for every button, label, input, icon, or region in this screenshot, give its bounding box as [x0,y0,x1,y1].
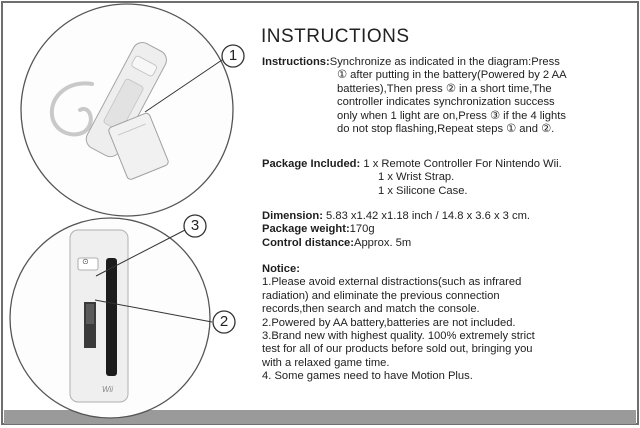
page-title: INSTRUCTIONS [261,26,410,47]
control-distance-label: Control distance: [262,236,354,249]
package-section [262,158,562,198]
notice-line: test for all of our products before sold out, bringing you [262,343,533,356]
notice-line: with a relaxed game time. [262,356,390,369]
notice-line: 2.Powered by AA battery,batteries are not included. [262,316,516,329]
package-label: Package Included: [262,158,361,170]
dimension-value: 5.83 x1.42 x1.18 inch / 14.8 x 3.6 x 3 cm. [326,210,531,222]
notice-label: Notice: [262,263,300,275]
package-item: 1 x Remote Controller For Nintendo Wii. [363,158,562,170]
notice-line: radiation) and eliminate the previous connection [262,289,500,302]
package-item: 1 x Silicone Case. [378,184,468,197]
weight-label: Package weight: [262,223,350,236]
weight-value: 170g [349,223,375,236]
callout-3-label: 3 [190,217,200,234]
specs-section [262,210,530,250]
dimension-label: Dimension: [262,210,323,222]
notice-line: 3.Brand new with highest quality. 100% extremely strict [262,330,535,343]
instructions-line: do not stop flashing,Repeat steps ① and ②. [337,123,555,136]
device-top-button-label: ⊙ [82,257,89,266]
package-item: 1 x Wrist Strap. [378,171,455,184]
notice-line: 4. Some games need to have Motion Plus. [262,370,473,383]
notice-line: records,then search and match the console. [262,303,480,316]
instructions-section [262,56,622,136]
instructions-label: Instructions: [262,56,330,68]
instructions-line: Synchronize as indicated in the diagram:Press [329,56,560,68]
notice-section [262,263,612,384]
instructions-line: ① after putting in the battery(Powered by 2 AA [337,69,567,82]
device-brand-label: Wii [102,385,114,394]
callout-2-label: 2 [219,313,229,330]
notice-line: 1.Please avoid external distractions(such as infrared [262,276,522,289]
control-distance-value: Approx. 5m [354,236,412,249]
instructions-line: controller indicates synchronization success [337,96,555,109]
instructions-line: only when 1 light are on,Press ③ if the 4 lights [337,109,566,122]
remote-sync-diagram [10,215,235,418]
remote-battery-diagram [21,4,244,216]
callout-1-label: 1 [228,47,238,64]
instructions-line: batteries),Then press ② in a short time,The [337,82,552,95]
